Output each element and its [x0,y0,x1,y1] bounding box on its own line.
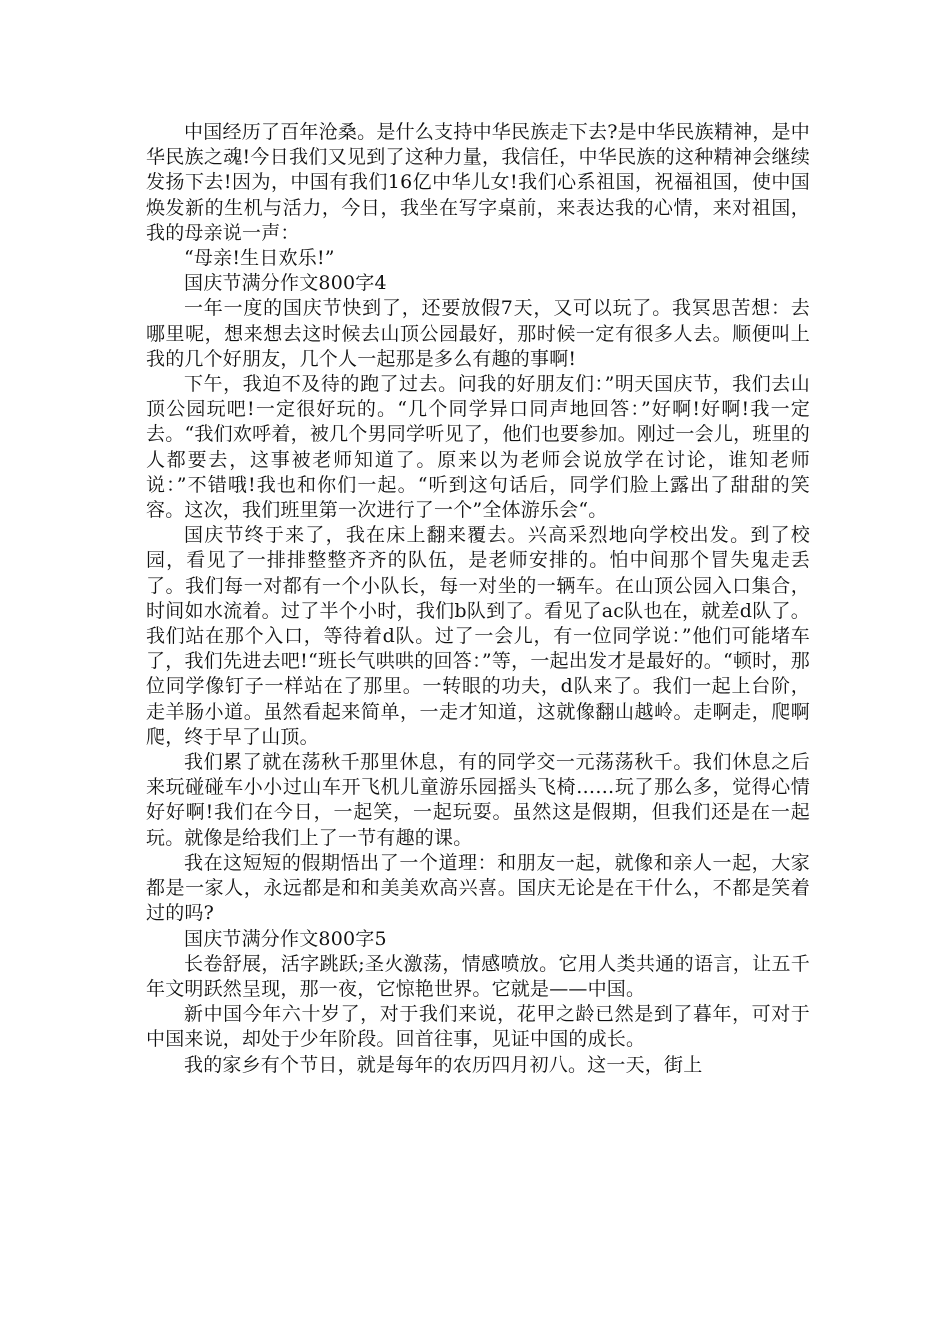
section-heading: 国庆节满分作文800字4 [184,272,387,295]
paragraph: 长卷舒展，活字跳跃;圣火激荡，情感喷放。它用人类共通的语言，让五千年文明跃然呈现，那一夜，它惊艳世界。它就是——中国。 [146,952,810,1000]
paragraph: 我在这短短的假期悟出了一个道理：和朋友一起，就像和亲人一起，大家都是一家人，永远都是和和美美欢高兴喜。国庆无论是在干什么，不都是笑着过的吗? [146,851,810,925]
paragraph: 新中国今年六十岁了，对于我们来说，花甲之龄已然是到了暮年，可对于中国来说，却处于少年阶段。回首往事，见证中国的成长。 [146,1003,810,1051]
document-body [146,120,810,1078]
paragraph: 我们累了就在荡秋千那里休息，有的同学交一元荡荡秋千。我们休息之后来玩碰碰车小小过山车开飞机儿童游乐园摇头飞椅……玩了那么多，觉得心情好好啊!我们在今日，一起笑，一起玩耍。虽然这是假期，但我们还是在一起玩。就像是给我们上了一节有趣的课。 [146,751,810,849]
paragraph: 国庆节终于来了，我在床上翻来覆去。兴高采烈地向学校出发。到了校园，看见了一排排整整齐齐的队伍，是老师安排的。怕中间那个冒失鬼走丢了。我们每一对都有一个小队长，每一对坐的一辆车。在山顶公园入口集合，时间如水流着。过了半个小时，我们b队到了。看见了ac队也在，就差d队了。我们站在那个入口，等待着d队。过了一会儿，有一位同学说：”他们可能堵车了，我们先进去吧!“班长气哄哄的回答：”等，一起出发才是最好的。“顿时，那位同学像钉子一样站在了那里。一转眼的功夫，d队来了。我们一起上台阶，走羊肠小道。虽然看起来简单，一走才知道，这就像翻山越岭。走啊走，爬啊爬，终于早了山顶。 [146,524,810,748]
paragraph: 下午，我迫不及待的跑了过去。问我的好朋友们：”明天国庆节，我们去山顶公园玩吧!一定很好玩的。“几个同学异口同声地回答：”好啊!好啊!我一定去。“我们欢呼着，被几个男同学听见了，他们也要参加。刚过一会儿，班里的人都要去，这事被老师知道了。原来以为老师会说放学在讨论，谁知老师说：”不错哦!我也和你们一起。“听到这句话后，同学们脸上露出了甜甜的笑容。这次，我们班里第一次进行了一个”全体游乐会“。 [146,373,810,522]
paragraph: 我的家乡有个节日，就是每年的农历四月初八。这一天，街上 [184,1053,703,1076]
paragraph: 中国经历了百年沧桑。是什么支持中华民族走下去?是中华民族精神，是中华民族之魂!今日我们又见到了这种力量，我信任，中华民族的这种精神会继续发扬下去!因为，中国有我们16亿中华儿女!我们心系祖国，祝福祖国，使中国焕发新的生机与活力，今日，我坐在写字桌前，来表达我的心情，来对祖国，我的母亲说一声： [146,121,810,244]
paragraph: 一年一度的国庆节快到了，还要放假7天，又可以玩了。我冥思苦想：去哪里呢，想来想去这时候去山顶公园最好，那时候一定有很多人去。顺便叫上我的几个好朋友，几个人一起那是多么有趣的事啊! [146,297,810,370]
section-heading: 国庆节满分作文800字5 [184,927,387,950]
quote-line: “母亲!生日欢乐!” [184,247,335,270]
